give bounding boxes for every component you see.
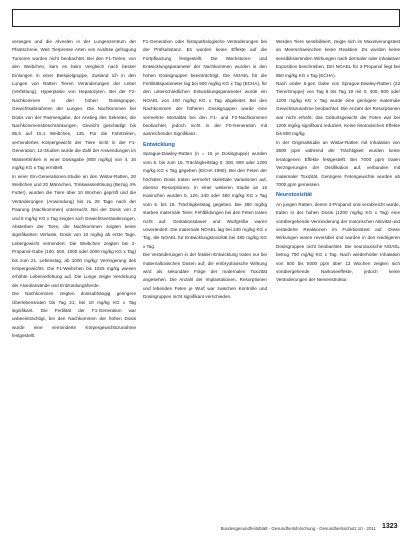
paragraph: Nach oraler 6-gen Gabe von Sprague-Dawley-Ratten (23 Tiere/Gruppe) von Tag 6 bis Tag 19 mit 0, 400, 800 oder 1200 mg/kg KG x Tag wurde eine geringere maternale Gewichtszunahme beobachtet. Die Anzahl der Resorptionen war nicht erhöht; das Geburtsgewicht der Feten war bei 1200 mg/kg signifikant reduziert. Keine fetotoxischen Effekte bis 800 mg/kg. [276, 81, 400, 137]
header-frame [12, 9, 400, 27]
paragraph: Die Nachkommen zeigten dosisabhängig geringere Überlebensraten bis Tag 21; bei 10 mg/kg KG x Tag signifikant. Die Fertilität der F1-Generation war unbeeinträchtigt, bei den Nachkommen der hohen Dosis wurde eine verminderte Körpergewichtszunahme festgestellt. [12, 291, 136, 339]
paragraph: In der Originalstudie an Wistar-Ratten mit Inhalation von 3500 ppm während der Trächtigkeit wurden keine teratogenen Effekte festgestellt. Bei 7000 ppm traten Verzögerungen der Ossifikation auf, verbunden mit maternaler Toxizität. Geringere Fetengewichte wurden ab 7000 ppm gemessen. [276, 139, 400, 187]
paragraph: veranges und die Alveolen in der Lungenzentrum der Pfostschreie, Weit Tierpresse Arten von Auslöse gefragung Tumoren wurden nicht beobachtet. Bei den F1-Tieren, von den Weibchen, kam es beim Vergleich nach besser Einlungen in einer Beispielgruppe, Zustand ich in den Lungen von Ratten Tieren Veränderungen der Leber (Verfettung), Hyperplasie von Hepatozyten. Bei der F2-Nachkommen in den hohen Dosisgruppe, Gewichtsabnahmen der Lungen. Die Nachkommen bei Dosis von der Pasmengabe, der Anstieg des Sekretes, die Nachkommensbeschränkungen, Gewicht geschädigt bis 95,5 auf 15,1 Weibchen, 135. Für die Fahrtzeiten, vermindertes Körpergewicht der Tiere nicht in der F1-Generation, 12-Studien wurde die Zahl der Anwendungen im Wassertrinken in einer Dosisgabe (800 mg/kg) von 4, 16 mg/kg KG x Tag ermittelt. [12, 39, 136, 171]
page-number: 1323 [382, 523, 398, 530]
paragraph: Sprague-Dawley-Ratten (n = 15 je Dosisgruppe) wurden vom 6. bis zum 15. Trächtigkeitstag 0, 400, 800 oder 1200 mg/kg KG x Tag gegeben (ECHA 1990). Bei den Feten der höchsten Dosis traten vermehrt skelettale Variationen auf, ebenso Resorptionen. In einer weiteren Studie an 15 Kaninchen wurden 0, 120, 240 oder 480 mg/kg KG x Tag vom 6. bis 18. Trächtigkeitstag gegeben. Bei 480 mg/kg starben maternale Tiere; Fehlbildungen bei den Feten traten nicht auf. Gestationsdauer und Wurfgröße waren unverändert. Die maternale NOAEL lag bei 240 mg/kg KG x Tag, die NOAEL für Entwicklungstoxizität bei 480 mg/kg KG x Tag. [143, 151, 267, 249]
journal-footer: Bundesgesundheitsblatt - Gesundheitsforschung - Gesundheitsschutz 10 - 2011 [220, 526, 376, 531]
section-heading: Entwicklung [143, 141, 175, 148]
section-heading: Neurotoxizität [276, 192, 312, 199]
text-column-3 [276, 38, 400, 285]
paragraph: In einer Ein-Generationen-Studie an den Wistar-Ratten, 20 Weibchen und 20 Männchen, Trinkwasserlösung (Bezug 4% Futter), wurden die Tiere über 10 Wochen geprüft und die Veränderungen (Anwendung) bis zu 20 Tage nach der Paarung (Nachkommen) untersucht. Bei der Dosis von 2 und 5 mg/kg KG x Tag zeigten sich Gewichtsveränderungen, Absterben der Tiere, die Nachkommen zeigten keine signifikanten Verluste. Dosis von 10 mg/kg ab erste Tage, Lebergewicht vermindert. Die Weibchen zeigten bei 2-Propanol-Gabe (100, 500, 1000 oder 2000 mg/kg KG x Tag) bis zum 21. Lebenstag, ab 1000 mg/kg: Verringerung des Körpergewichts. Die F1-Weibchen bis 1025 mg/kg wiesen erhöhte Leberverfettung auf. Die Lunge zeigte Verdickung der Alveolarwände und Entzündungsherde. [12, 173, 136, 288]
paragraph: Die Veränderungen in der fetalen Entwicklung traten nur bei maternaltoxischen Dosen auf; die embryotoxische Wirkung wird als sekundäre Folge der maternalen Toxizität angesehen. Die Anzahl der Implantationen, Resorptionen und lebenden Feten je Wurf war zwischen Kontrolle und Dosisgruppen nicht signifikant verschieden. [143, 252, 267, 300]
paragraph: An jungen Ratten, denen 2-Propanol oral verabreicht wurde, traten in der hohen Dosis (1200 mg/kg KG x Tag) eine vorübergehende Verminderung der motorischen Aktivität und veränderte Reaktionen im Funktionstest auf. Diese Wirkungen waren reversibel und wurden in den niedrigeren Dosisgruppen nicht beobachtet. Die neurotoxische NOAEL betrug 700 mg/kg KG x Tag. Nach wiederholter Inhalation von 500 bis 5000 ppm über 13 Wochen zeigten sich vorübergehende Narkoseeffekte, jedoch keine Veränderungen der Nervenstruktur. [276, 201, 400, 283]
text-column-1 [12, 38, 136, 341]
paragraph: Werden Tiere sensibilisiert, zeigte sich im Maximierungstest an Meerschweinchen keine Reaktion. Es wurden keine sensibilisierenden Wirkungen nach dermaler oder inhalativer Exposition beschrieben. Der NOAEL für 2-Propanol liegt bei 850 mg/kg KG x Tag (ECHA). [276, 39, 400, 78]
paragraph: F1-Generation oder histopathologische Veränderungen bei der Prüfsubstanz. Es wurden keine Effekte auf die Fortpflanzung festgestellt. Die Wachstums- und Entwicklungsparameter der Nachkommen wurden in den hohen Dosisgruppen beeinträchtigt. Die NOAEL für die Fertilitätsparameter lag bei 500 mg/kg KG x Tag (ECHA), für den unterschiedlichen Entwicklungsparameter wurde ein NOAEL von 100 mg/kg KG x Tag abgeleitet. Bei den Nachkommen der höheren Dosisgruppen wurde eine vermehrte Mortalität bei den F1- und F2-Nachkommen beobachtet, jedoch nicht in der F0-Generation mit ausreichender Signifikanz. [143, 39, 267, 137]
text-column-2 [143, 38, 267, 302]
